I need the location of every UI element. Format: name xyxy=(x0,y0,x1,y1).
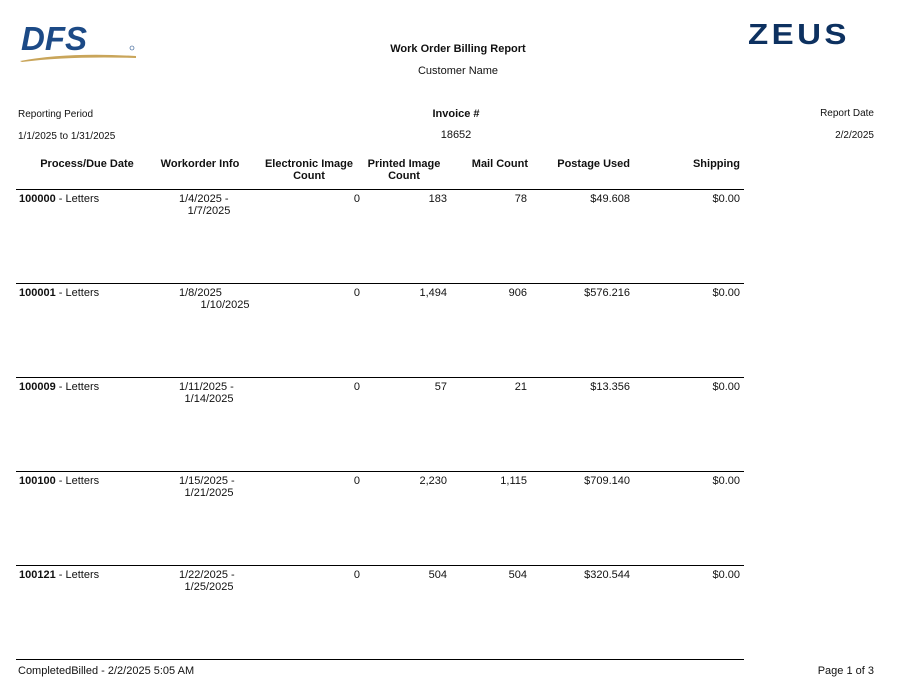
printed-count: 1,494 xyxy=(419,287,447,299)
process-cell xyxy=(19,287,154,299)
process-cell xyxy=(19,475,154,487)
workorder-dates xyxy=(164,381,254,405)
zeus-logo-text: ZEUS xyxy=(748,19,850,51)
report-date-label: Report Date xyxy=(820,108,874,119)
electronic-count: 0 xyxy=(353,193,360,205)
header-divider xyxy=(16,189,744,190)
column-header-workorder: Workorder Info xyxy=(160,158,240,170)
mail-count: 21 xyxy=(514,381,527,393)
workorder-dates xyxy=(164,475,254,499)
workorder-dates xyxy=(164,569,254,593)
process-type: - Letters xyxy=(55,475,100,487)
workorder-number: 100121 xyxy=(19,569,56,581)
due-date: 1/21/2025 xyxy=(184,487,234,499)
column-header-printed-line1: Printed Image xyxy=(367,158,441,170)
postage-used: $13.356 xyxy=(590,381,630,393)
process-type: - Letters xyxy=(55,287,100,299)
shipping: $0.00 xyxy=(712,569,740,581)
workorder-dates xyxy=(164,193,254,217)
column-header-mail-count: Mail Count xyxy=(471,158,528,170)
postage-used: $576.216 xyxy=(584,287,630,299)
process-type: - Letters xyxy=(55,193,100,205)
invoice-number: 18652 xyxy=(440,129,472,141)
start-date: 1/4/2025 - xyxy=(179,193,229,205)
postage-used: $320.544 xyxy=(584,569,630,581)
shipping: $0.00 xyxy=(712,381,740,393)
column-header-electronic-line1: Electronic Image xyxy=(264,158,354,170)
footer-divider xyxy=(16,659,744,660)
shipping: $0.00 xyxy=(712,475,740,487)
process-cell xyxy=(19,569,154,581)
column-header-shipping: Shipping xyxy=(692,158,740,170)
printed-count: 2,230 xyxy=(419,475,447,487)
dfs-logo-text: DFS xyxy=(21,20,87,57)
customer-name: Customer Name xyxy=(417,65,499,77)
printed-count: 57 xyxy=(434,381,447,393)
electronic-count: 0 xyxy=(353,569,360,581)
process-type: - Letters xyxy=(55,381,100,393)
process-cell xyxy=(19,381,154,393)
start-date: 1/15/2025 - xyxy=(179,475,235,487)
report-date-value: 2/2/2025 xyxy=(835,130,874,141)
column-header-printed-image-count xyxy=(360,158,448,182)
printed-count: 504 xyxy=(428,569,447,581)
process-type: - Letters xyxy=(55,569,100,581)
invoice-label: Invoice # xyxy=(432,108,480,120)
column-header-process: Process/Due Date xyxy=(40,158,134,170)
due-date: 1/14/2025 xyxy=(184,393,234,405)
workorder-number: 100009 xyxy=(19,381,56,393)
row-divider xyxy=(16,565,744,566)
due-date: 1/10/2025 xyxy=(200,299,250,311)
reporting-period-label: Reporting Period xyxy=(18,109,94,120)
column-header-printed-line2: Count xyxy=(388,170,420,182)
mail-count: 504 xyxy=(508,569,527,581)
postage-used: $709.140 xyxy=(584,475,630,487)
postage-used: $49.608 xyxy=(590,193,630,205)
column-header-electronic-line2: Count xyxy=(293,170,325,182)
mail-count: 906 xyxy=(508,287,527,299)
footer-status: CompletedBilled - 2/2/2025 5:05 AM xyxy=(18,665,195,677)
row-divider xyxy=(16,471,744,472)
workorder-number: 100001 xyxy=(19,287,56,299)
column-header-electronic-image-count xyxy=(256,158,362,182)
due-date: 1/7/2025 xyxy=(187,205,231,217)
page-indicator: Page 1 of 3 xyxy=(817,665,874,677)
process-cell xyxy=(19,193,154,205)
reporting-period-value: 1/1/2025 to 1/31/2025 xyxy=(18,131,116,142)
workorder-dates xyxy=(164,287,254,311)
shipping: $0.00 xyxy=(712,287,740,299)
due-date: 1/25/2025 xyxy=(184,581,234,593)
start-date: 1/8/2025 xyxy=(179,287,222,299)
row-divider xyxy=(16,283,744,284)
table-row xyxy=(0,569,760,629)
zeus-logo xyxy=(748,19,874,51)
mail-count: 78 xyxy=(514,193,527,205)
start-date: 1/11/2025 - xyxy=(179,381,234,393)
electronic-count: 0 xyxy=(353,381,360,393)
table-row xyxy=(0,475,760,535)
table-row xyxy=(0,287,760,347)
row-divider xyxy=(16,377,744,378)
electronic-count: 0 xyxy=(353,287,360,299)
shipping: $0.00 xyxy=(712,193,740,205)
table-row xyxy=(0,193,760,253)
workorder-number: 100000 xyxy=(19,193,56,205)
table-row xyxy=(0,381,760,441)
workorder-number: 100100 xyxy=(19,475,56,487)
mail-count: 1,115 xyxy=(500,475,527,487)
printed-count: 183 xyxy=(428,193,447,205)
electronic-count: 0 xyxy=(353,475,360,487)
column-header-postage-used: Postage Used xyxy=(557,158,630,170)
report-title: Work Order Billing Report xyxy=(390,43,526,55)
dfs-logo xyxy=(18,20,138,64)
start-date: 1/22/2025 - xyxy=(179,569,235,581)
